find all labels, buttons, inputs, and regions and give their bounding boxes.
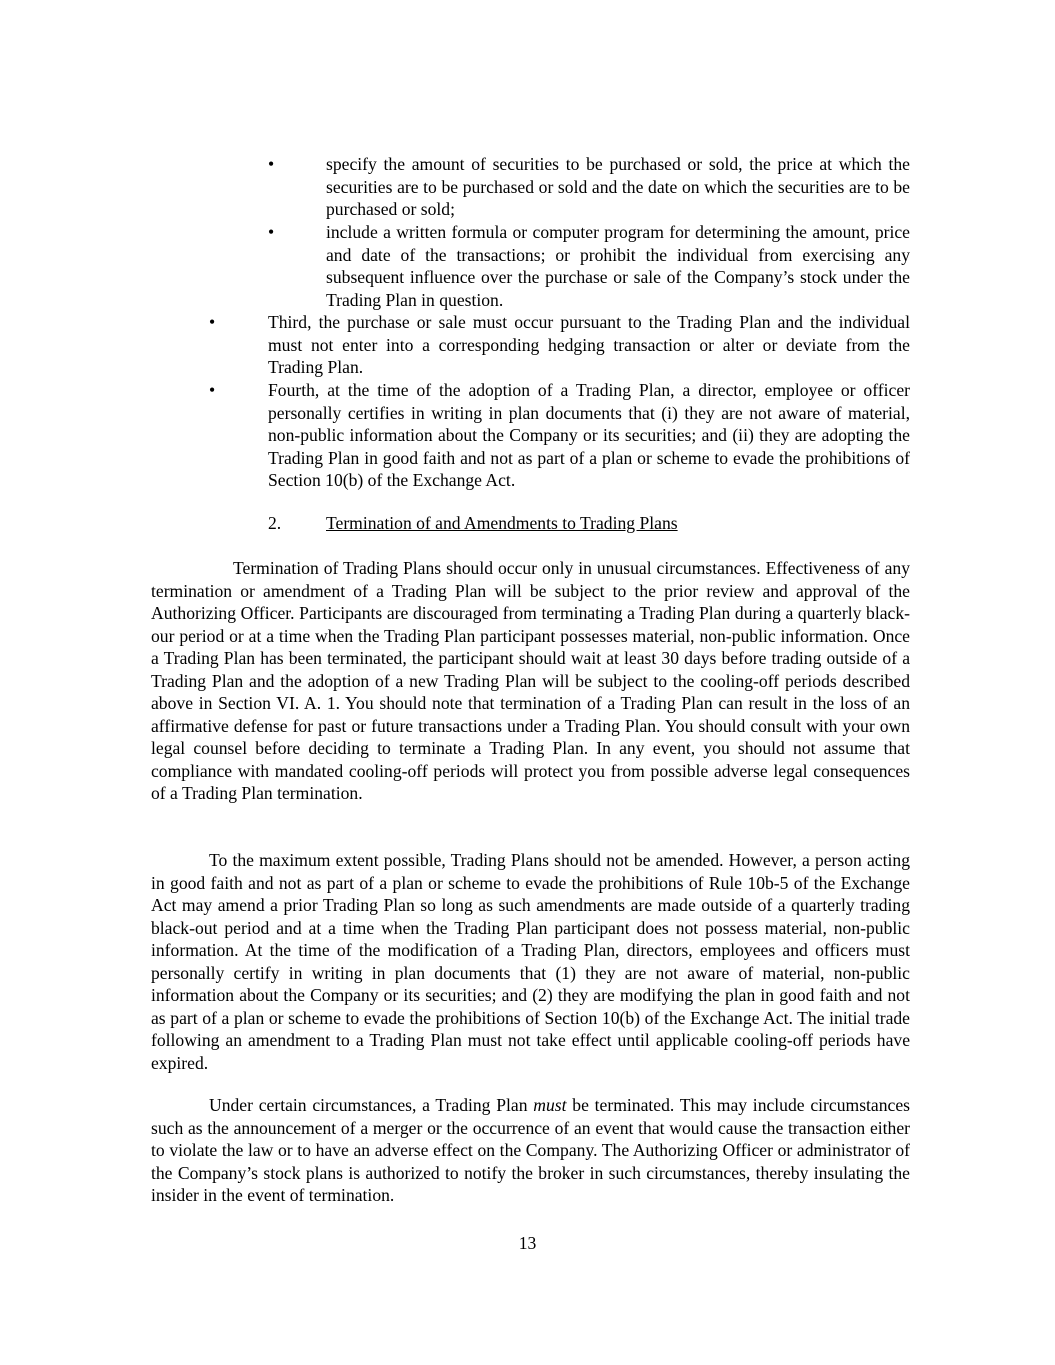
sub-bullet-text: specify the amount of securities to be purchased or sold, the price at which the securities are to be purchased or sold and the date on which the securities are to be purchased or sold; — [326, 154, 910, 219]
termination-text: Termination of Trading Plans should occur only in unusual circumstances. Effectiveness of any termination or amendment of a Trading Plan will be subject to the prior review and approval of the Authorizing Officer. Participants are discouraged from terminating a Trading Plan during a quarterly black-our period or at a time when the Trading Plan participant possesses material, non-public information. Once a Trading Plan has been terminated, the participant should wait at least 30 days before trading outside of a Trading Plan and the adoption of a new Trading Plan will be subject to the cooling-off periods described above in Section VI. A. 1. You should note that termination of a Trading Plan can result in the loss of an affirmative defense for past or future transactions under a Trading Plan. You should consult with your own legal counsel before deciding to terminate a Trading Plan. In any event, you should not assume that compliance with mandated cooling-off periods will protect you from possible adverse legal consequences of a Trading Plan termination. — [151, 558, 910, 803]
amendment-paragraph — [151, 849, 910, 1074]
page-number: 13 — [518, 1233, 537, 1253]
bullet-text: Third, the purchase or sale must occur pursuant to the Trading Plan and the individual must not enter into a corresponding hedging transaction or alter or deviate from the Trading Plan. — [268, 312, 910, 377]
emphasis-must: must — [533, 1095, 567, 1115]
section-title: Termination of and Amendments to Trading Plans — [326, 513, 678, 533]
bullet-text: Fourth, at the time of the adoption of a Trading Plan, a director, employee or officer personally certifies in writing in plan documents that (i) they are not aware of material, non-public information about the Company or its securities; and (ii) they are adopting the Trading Plan in good faith and not as part of a plan or scheme to evade the prohibitions of Section 10(b) of the Exchange Act. — [268, 380, 910, 490]
bullet-icon: • — [268, 222, 275, 242]
bullet-icon: • — [209, 380, 216, 400]
mandatory-termination-text-start: Under certain circumstances, a Trading Plan — [209, 1095, 534, 1115]
section-number: 2. — [268, 513, 282, 533]
bullet-icon: • — [209, 312, 216, 332]
sub-bullet-text: include a written formula or computer program for determining the amount, price and date of the transactions; or prohibit the individual from exercising any subsequent influence over the purchase or sale of the Company’s stock under the Trading Plan in question. — [326, 222, 910, 310]
mandatory-termination-text-end: be terminated. This may include circumstances such as the announcement of a merger or the occurrence of an event that would cause the transaction either to violate the law or to have an adverse effect on the Company. The Authorizing Officer or administrator of the Company’s stock plans is authorized to notify the broker in such circumstances, thereby insulating the insider in the event of termination. — [151, 1095, 910, 1205]
bullet-icon: • — [268, 154, 275, 174]
termination-paragraph — [151, 557, 910, 805]
mandatory-termination-paragraph — [151, 1094, 910, 1207]
amendment-text: To the maximum extent possible, Trading Plans should not be amended. However, a person acting in good faith and not as part of a plan or scheme to evade the prohibitions of Rule 10b-5 of the Exchange Act may amend a prior Trading Plan so long as such amendments are made outside of a quarterly trading black-out period and at a time when the Trading Plan participant does not possess material, non-public information. At the time of the modification of a Trading Plan, directors, employees and officers must personally certify in writing in plan documents that (1) they are not aware of material, non-public information about the Company or its securities; and (2) they are modifying the plan in good faith and not as part of a plan or scheme to evade the prohibitions of Section 10(b) of the Exchange Act. The initial trade following an amendment to a Trading Plan must not take effect until applicable cooling-off periods have expired. — [151, 850, 910, 1073]
